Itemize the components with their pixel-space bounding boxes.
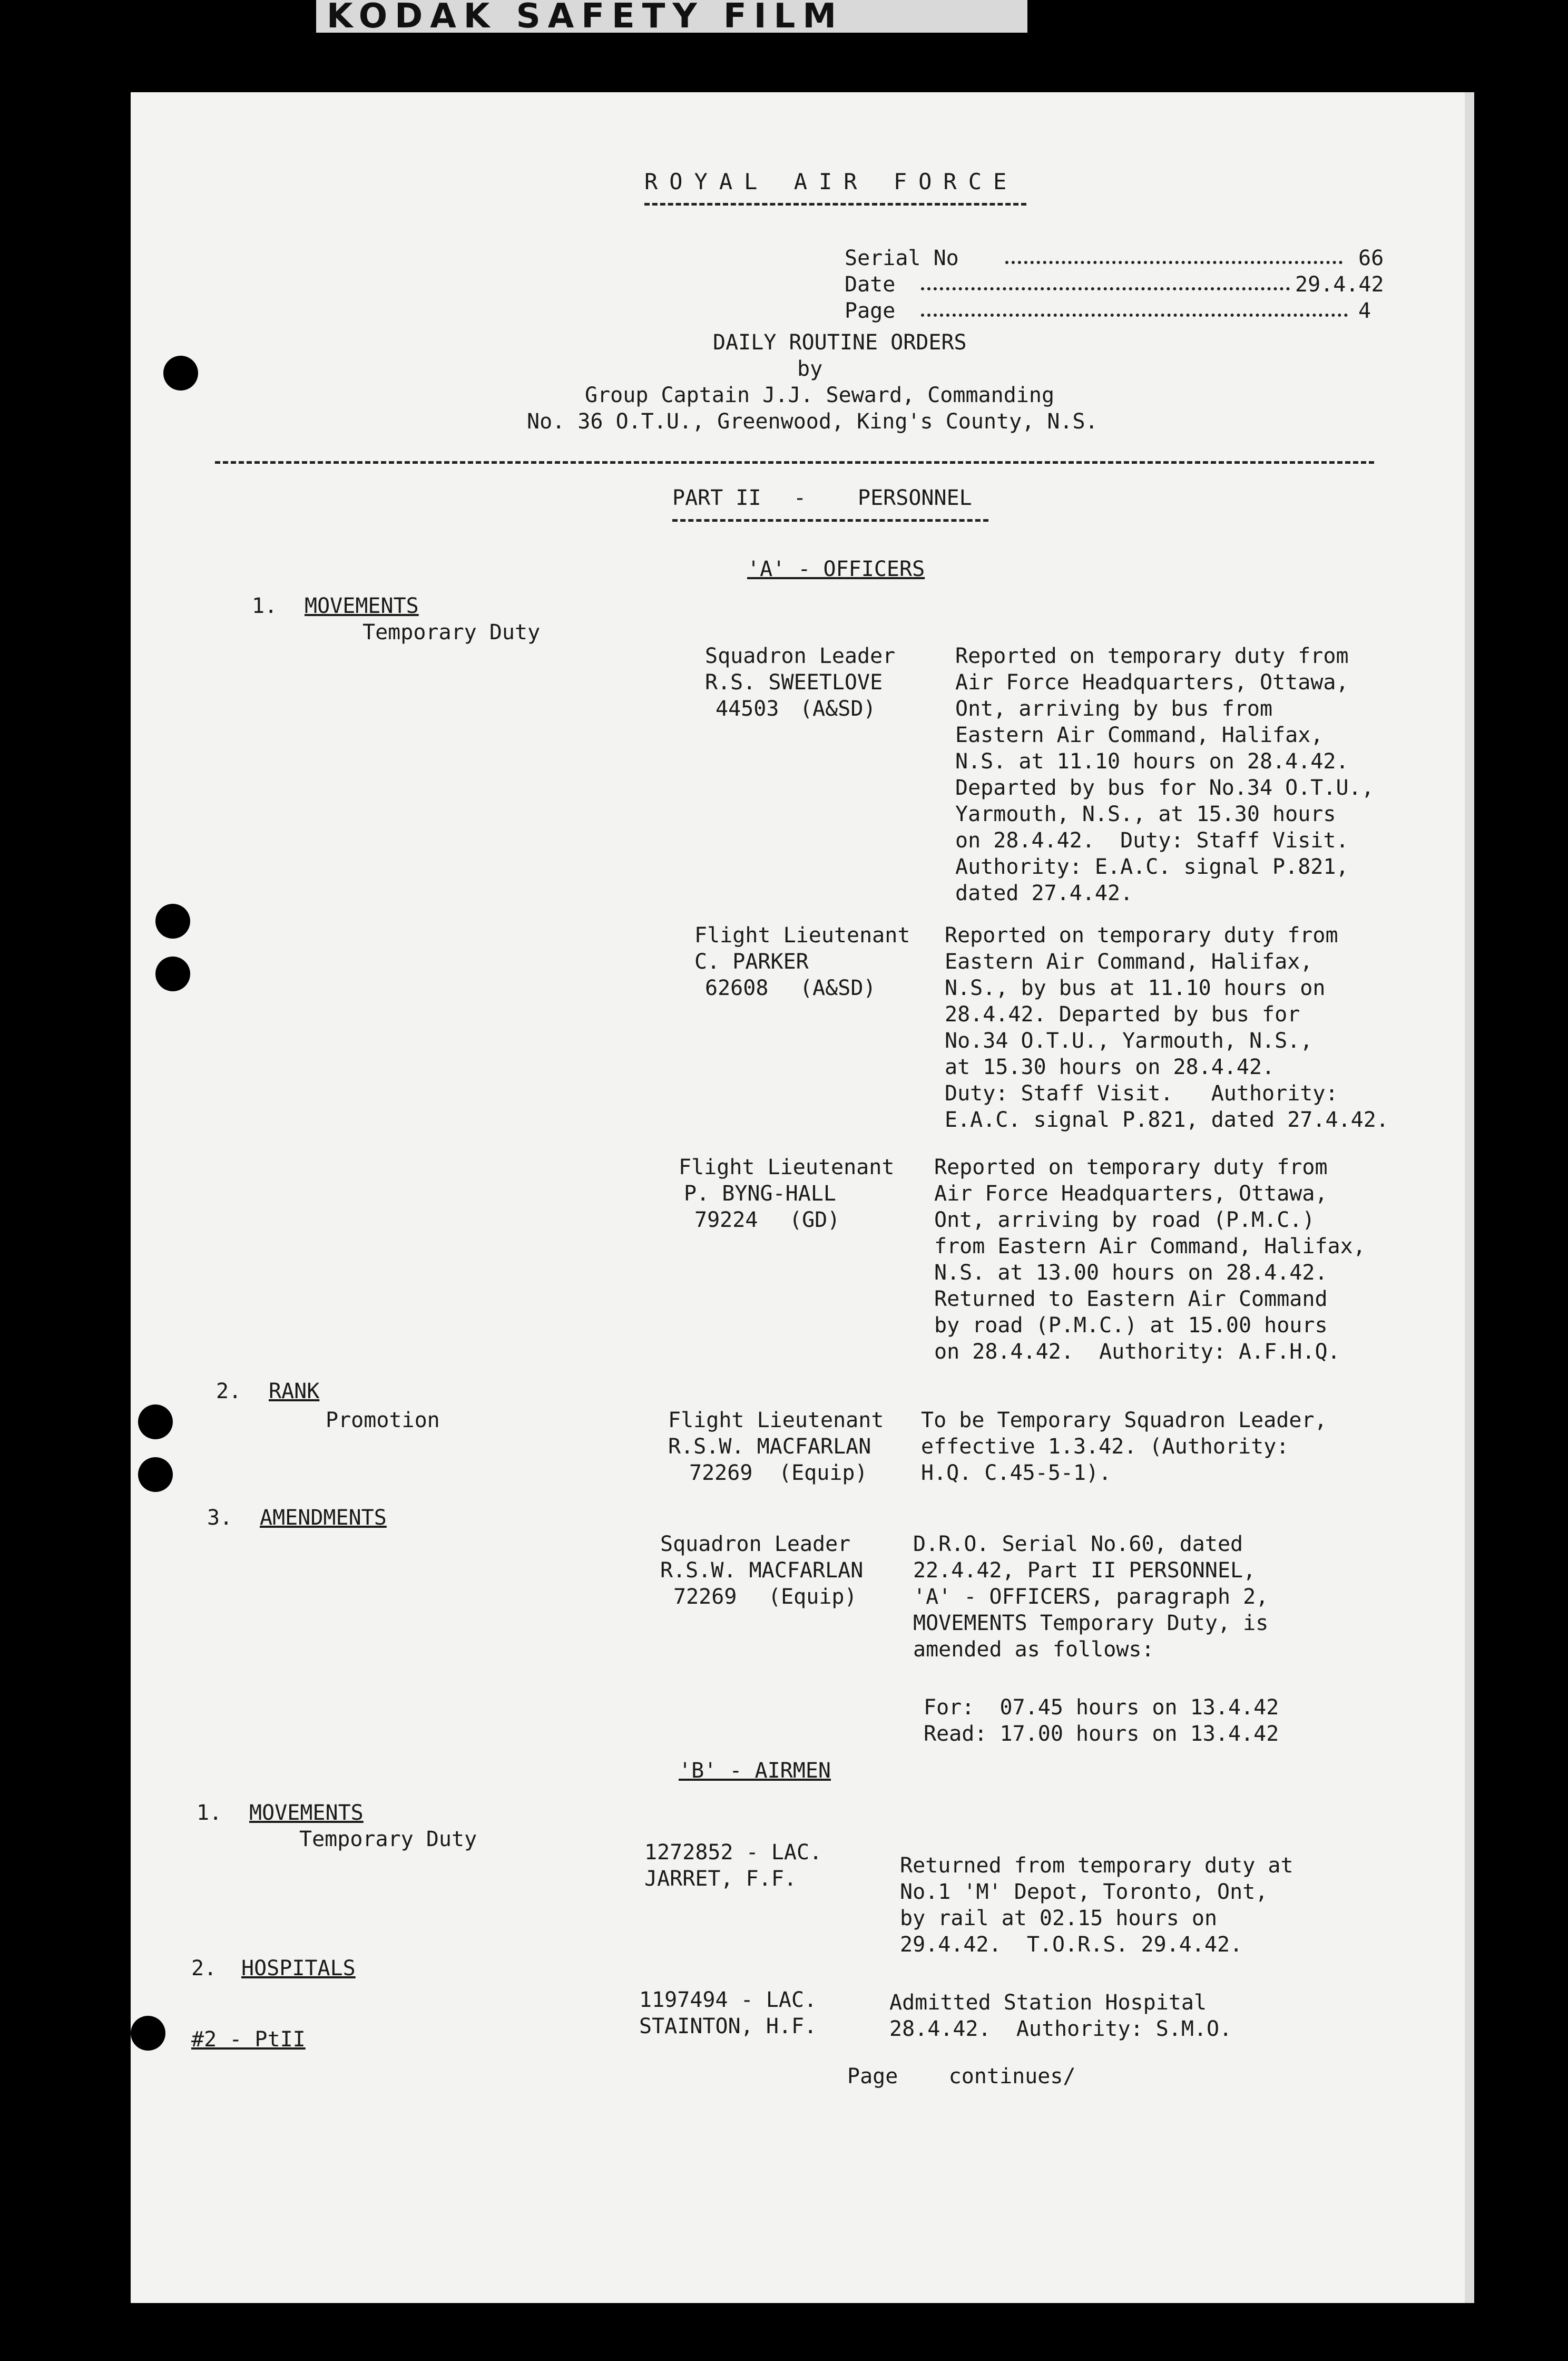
officer-number: 72269 [689,1461,753,1485]
officer-branch: (Equip) [779,1461,868,1485]
section-title-rank: RANK [269,1379,320,1403]
section-title-movements: MOVEMENTS [305,594,419,618]
officer-number: 44503 [716,697,779,721]
entry-text-line: Eastern Air Command, Halifax, [955,723,1324,747]
entry-text-line: 28.4.42. Authority: S.M.O. [889,2017,1232,2041]
entry-text-line: Duty: Staff Visit. Authority: [945,1081,1338,1106]
entry-text-line: Eastern Air Command, Halifax, [945,950,1313,974]
officer-branch: (A&SD) [800,697,876,721]
entry-text-line: H.Q. C.45-5-1). [921,1461,1112,1485]
film-edge-marking: KODAK SAFETY FILM [316,0,1027,33]
officer-branch: (Equip) [768,1585,857,1609]
page-label: Page [845,299,896,323]
serial-leader [1005,261,1342,264]
page-value: 4 [1358,299,1371,323]
entry-text-line: Ont, arriving by bus from [955,697,1273,721]
officer-rank: Squadron Leader [660,1532,851,1556]
document-title: ROYAL AIR FORCE [644,169,1018,194]
section-number: 2. [191,1956,217,1980]
officer-rank: Flight Lieutenant [668,1408,884,1432]
part-rule [672,519,988,522]
entry-text-line: on 28.4.42. Authority: A.F.H.Q. [934,1340,1340,1364]
punch-hole [138,1457,173,1492]
entry-text-line: effective 1.3.42. (Authority: [921,1435,1289,1459]
airman-name: JARRET, F.F. [644,1867,797,1891]
date-leader [921,287,1290,290]
amendment-read-line: Read: 17.00 hours on 13.4.42 [924,1722,1279,1746]
entry-text-line: Returned from temporary duty at [900,1853,1293,1878]
entry-text-line: amended as follows: [913,1637,1154,1662]
officer-name: R.S. SWEETLOVE [705,670,883,695]
punch-hole [155,957,190,991]
airman-name: STAINTON, H.F. [639,2014,817,2038]
section-number: 3. [207,1506,233,1530]
entry-text-line: 22.4.42, Part II PERSONNEL, [913,1558,1256,1583]
document-page [131,92,1474,2303]
officer-number: 79224 [694,1208,758,1232]
commander-line: Group Captain J.J. Seward, Commanding [585,383,1055,407]
serial-value: 66 [1358,246,1384,270]
airmen-heading: 'B' - AIRMEN [679,1759,831,1783]
entry-text-line: Authority: E.A.C. signal P.821, [955,855,1349,879]
amendment-for-line: For: 07.45 hours on 13.4.42 [924,1695,1279,1720]
entry-text-line: MOVEMENTS Temporary Duty, is [913,1611,1269,1635]
officer-branch: (A&SD) [800,976,876,1000]
section-number: 1. [252,594,278,618]
footer-reference: #2 - PtII [191,2027,306,2052]
title-rule [644,203,1026,206]
entry-text-line: on 28.4.42. Duty: Staff Visit. [955,828,1349,853]
part-name: PERSONNEL [858,486,972,510]
officer-name: P. BYNG-HALL [684,1182,836,1206]
entry-text-line: 29.4.42. T.O.R.S. 29.4.42. [900,1933,1243,1957]
airman-id: 1197494 - LAC. [639,1988,817,2012]
entry-text-line: Returned to Eastern Air Command [934,1287,1328,1311]
punch-hole [155,904,190,939]
entry-text-line: N.S. at 13.00 hours on 28.4.42. [934,1261,1328,1285]
officer-rank: Squadron Leader [705,644,896,668]
section-subtitle: Temporary Duty [299,1827,477,1851]
entry-text-line: from Eastern Air Command, Halifax, [934,1234,1366,1258]
entry-text-line: by road (P.M.C.) at 15.00 hours [934,1313,1328,1338]
officer-name: R.S.W. MACFARLAN [668,1435,871,1459]
page-leader [921,314,1348,317]
entry-text-line: Departed by bus for No.34 O.T.U., [955,776,1374,800]
orders-title: DAILY ROUTINE ORDERS [713,330,967,355]
entry-text-line: Reported on temporary duty from [945,923,1338,948]
entry-text-line: at 15.30 hours on 28.4.42. [945,1055,1275,1079]
orders-by: by [797,357,823,381]
entry-text-line: Ont, arriving by road (P.M.C.) [934,1208,1315,1232]
section-number: 2. [216,1379,242,1403]
officer-name: R.S.W. MACFARLAN [660,1558,864,1583]
section-subtitle: Promotion [326,1408,440,1432]
entry-text-line: 28.4.42. Departed by bus for [945,1002,1300,1027]
entry-text-line: 'A' - OFFICERS, paragraph 2, [913,1585,1269,1609]
entry-text-line: dated 27.4.42. [955,881,1133,905]
unit-line: No. 36 O.T.U., Greenwood, King's County, N.S. [527,409,1098,434]
entry-text-line: Reported on temporary duty from [934,1155,1328,1179]
entry-text-line: E.A.C. signal P.821, dated 27.4.42. [945,1108,1389,1132]
date-value: 29.4.42 [1295,272,1384,297]
officer-name: C. PARKER [694,950,809,974]
entry-text-line: Admitted Station Hospital [889,1991,1207,2015]
section-title-movements: MOVEMENTS [249,1801,364,1825]
punch-hole [163,356,198,391]
officer-rank: Flight Lieutenant [679,1155,895,1179]
header-separator [215,461,1374,464]
entry-text-line: N.S., by bus at 11.10 hours on [945,976,1326,1000]
entry-text-line: To be Temporary Squadron Leader, [921,1408,1327,1432]
date-label: Date [845,272,896,297]
entry-text-line: Reported on temporary duty from [955,644,1349,668]
part-separator: - [793,486,807,510]
entry-text-line: Yarmouth, N.S., at 15.30 hours [955,802,1336,826]
entry-text-line: D.R.O. Serial No.60, dated [913,1532,1243,1556]
entry-text-line: Air Force Headquarters, Ottawa, [934,1182,1328,1206]
entry-text-line: Air Force Headquarters, Ottawa, [955,670,1349,695]
entry-text-line: N.S. at 11.10 hours on 28.4.42. [955,749,1349,774]
page-continues-note: Page continues/ [847,2064,1076,2089]
entry-text-line: by rail at 02.15 hours on [900,1906,1218,1930]
section-subtitle: Temporary Duty [362,620,541,645]
entry-text-line: No.1 'M' Depot, Toronto, Ont, [900,1880,1268,1904]
page-edge-shadow [1465,92,1474,2303]
serial-label: Serial No [845,246,959,270]
entry-text-line: No.34 O.T.U., Yarmouth, N.S., [945,1029,1313,1053]
airman-id: 1272852 - LAC. [644,1840,822,1865]
officers-heading: 'A' - OFFICERS [747,557,925,581]
part-number: PART II [672,486,761,510]
officer-number: 72269 [673,1585,737,1609]
section-title-amendments: AMENDMENTS [260,1506,387,1530]
section-title-hospitals: HOSPITALS [241,1956,356,1980]
punch-hole [131,2016,165,2051]
officer-number: 62608 [705,976,769,1000]
section-number: 1. [197,1801,222,1825]
officer-branch: (GD) [789,1208,840,1232]
punch-hole [138,1404,173,1439]
officer-rank: Flight Lieutenant [694,923,910,948]
